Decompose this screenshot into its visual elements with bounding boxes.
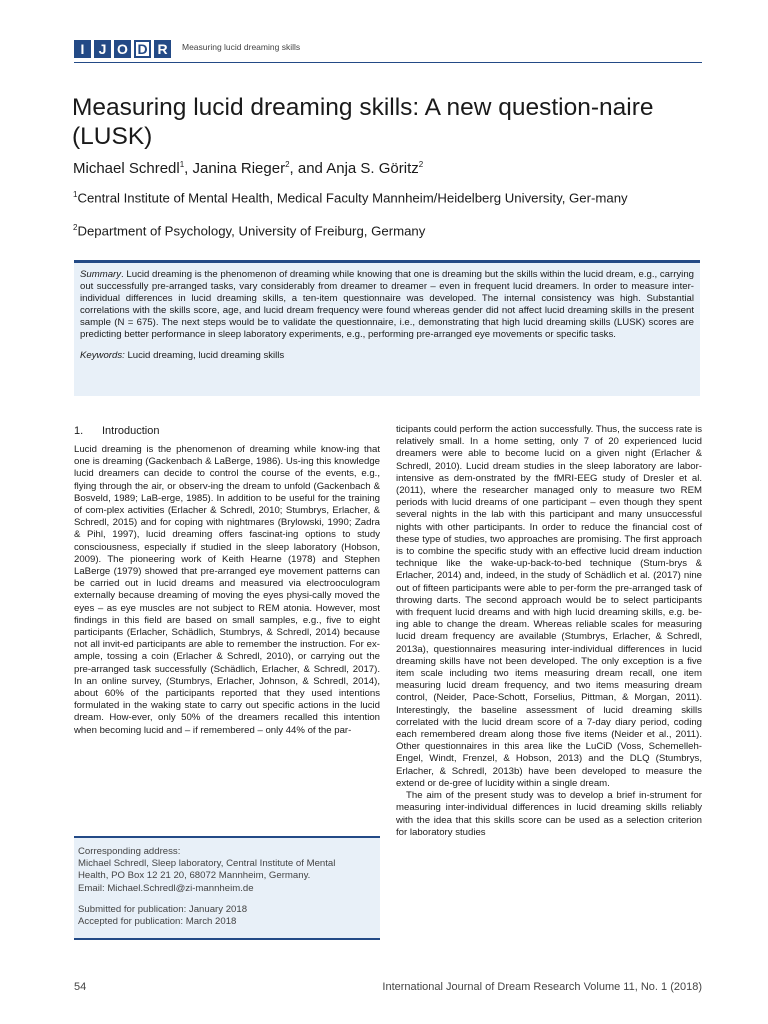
summary-label: Summary [80,269,122,280]
author-name: Anja S. Göritz [326,160,419,177]
left-column [74,444,380,737]
correspondence-address: Health, PO Box 12 21 20, 68072 Mannheim, Germany. [78,870,311,882]
affiliation-1 [73,187,693,206]
accepted-date: Accepted for publication: March 2018 [78,916,237,928]
author-separator: , [184,160,193,177]
author-affil-marker: 1 [179,160,185,169]
spacer [78,895,376,904]
affiliation-2 [73,220,693,239]
running-head: Measuring lucid dreaming skills [182,42,301,52]
journal-logo [74,40,171,58]
author-affil-marker: 2 [285,160,290,169]
author-name: Michael Schredl [73,160,180,177]
summary-box [74,260,700,396]
body-paragraph: The aim of the present study was to develop a brief in-strument for measuring inter-individual differences in lucid dreaming skills reliably with the idea that this skills score can be used as a selection criterion for laboratory studies [396,790,702,838]
affiliation-text: Central Institute of Mental Health, Medical Faculty Mannheim/Heidelberg University, Ger-many [77,190,628,206]
section-title: Introduction [102,425,160,437]
submitted-date: Submitted for publication: January 2018 [78,903,248,915]
author-name: Janina Rieger [192,160,286,177]
correspondence-box [74,836,380,940]
journal-citation: International Journal of Dream Research Volume 11, No. 1 (2018) [382,981,702,993]
correspondence-heading: Corresponding address: [78,846,181,857]
affiliation-number: 1 [73,190,78,199]
author-list [73,160,423,177]
author-separator: , and [289,160,327,177]
header-rule [74,62,702,63]
logo-letter-r: R [154,40,171,58]
correspondence-email: Email: Michael.Schredl@zi-mannheim.de [78,882,254,894]
affiliation-text: Department of Psychology, University of Freiburg, Germany [77,223,426,239]
section-heading [74,425,159,437]
page-number: 54 [74,981,87,993]
keywords-line [80,350,694,362]
logo-letter-d: D [134,40,151,58]
keywords-text: Lucid dreaming, lucid dreaming skills [124,350,285,361]
logo-letter-o: O [114,40,131,58]
intro-paragraph: Lucid dreaming is the phenomenon of dreaming while know-ing that one is dreaming (Gackenbach & LaBerge, 1986). Us-ing this knowledge lucid dreamers can decide to control the course of the events, e.g., flying through the air, or observ-ing the dream to unfold (Gackenbach & Bosveld, 1989; LaB-erge, 1985). In addition to be useful for the training of com-plex activities (Erlacher & Schredl, 2010; Stumbrys, Erlacher, & Schredl, 2015) and for coping with nightmares (Brylowski, 1990; Zadra & Pihl, 1997), lucid dreaming offers fascinat-ing options to study consciousness, especially if studied in the sleep laboratory (Hobson, 2009). The pioneering work of Keith Hearne (1978) and Stephen LaBerge (1979) showed that pre-arranged eye movement patterns can be carried out in lucid dreams and measured via electrooculogram externally because dreaming of moving the eyes physi-cally moved the eyes – as eye muscles are not subject to REM atonia. However, most findings in this field are based on small samples, e.g., five to eight participants (Erlacher, Schädlich, Stumbrys, & Schredl, 2014) because not all invit-ed participants are able to remember the instruction. For ex-ample, tossing a coin (Erlacher & Schredl, 2010), or carrying out the pre-arranged task successfully (Schädlich, Erlacher, & Schredl, 2017). In an online survey, (Stumbrys, Erlacher, Johnson, & Schredl, 2014), about 60% of the participants reported that they used intentions formulated in the waking state to carry out specific actions in the lucid dream. How-ever, only 50% of the dreamers recalled this intention when becoming lucid and – if remembered – only 44% of the par- [74,444,380,736]
paper-title: Measuring lucid dreaming skills: A new question-naire (LUSK) [72,94,654,150]
body-paragraph: ticipants could perform the action successfully. Thus, the success rate is relatively small. In a home setting, only 7 of 20 experienced lucid dreamers were able to become lucid on a given night (Erlacher & Schredl, 2010). Lucid dream studies in the sleep laboratory are labor-intensive as dem-onstrated by the fMRI-EEG study of Dresler et al. (2011), where the researcher managed only to measure two REM periods with lucid dreams of one participant – even though they spent several nights in the lab with this participant and many unsuccessful nights with other participants. In order to reduce the financial cost of these type of studies, two approaches are promising. The first approach is to combine the specific study with an effective lucid dream induction technique like the wake-up-back-to-bed technique (Stum-brys & Erlacher, 2014) and, indeed, in the study of Schädlich et al. (2017) nine out of fifteen participants were able to per-form the pre-arranged task of throwing darts. The second approach would be to select participants with frequent lucid dreams and with high lucid dreaming skills, e.g. be-ing able to change the dream. Whereas reliable scales for measuring lucid dream frequency are available (Stumbrys, Erlacher, & Schredl, 2013a), questionnaires measuring inter-individual differences in lucid dreaming skills have not been developed. The only exception is a five item scale including two items measuring dream recall, one item measuring lucid dream frequency, and two items measuring dream control, (Neider, Pace-Schott, Forselius, Pittman, & Morgan, 2011). Interestingly, the baseline assessment of lucid dreaming skills correlated with the lucid dream score of a 7-day diary period, coding each remembered dream along those five items (Neider et al., 2011). Other questionnaires in this area like the LuCiD (Voss, Schemelleh-Engel, Windt, Frenzel, & Hobson, 2013) and the DLQ (Stumbrys, Erlacher, & Schredl, 2013b) have been developed to measure the extend or de-gree of lucidity within a single dream. [396,424,702,789]
keywords-label: Keywords: [80,350,125,361]
correspondence-address: Michael Schredl, Sleep laboratory, Central Institute of Mental [78,858,336,870]
section-number: 1. [74,425,84,437]
logo-letter-j: J [94,40,111,58]
summary-paragraph [80,269,694,341]
affiliation-number: 2 [73,223,78,232]
summary-text: . Lucid dreaming is the phenomenon of dreaming while knowing that one is dreaming but the skills within the lucid dream, e.g., carrying out successfully pre-arranged tasks, vary considerably from dreamer to dreamer – even in frequent lucid dreamers. In order to measure inter-individual differences in lucid dreaming skills, a ten-item questionnaire was developed. The internal consistency was high. Substantial correlations with the skills score, age, and lucid dream frequency were found whereas gender did not affect lucid dreaming skills in the present sample (N = 675). The next steps would be to validate the questionnaire, i.e., demonstrating that high lucid dreaming skills (LUSK) scores are predicting better performance in sleep laboratory experiments, e.g., performing pre-arranged eye movements or specific tasks. [80,269,694,340]
author-affil-marker: 2 [418,160,424,169]
logo-letter-i: I [74,40,91,58]
right-column [396,424,702,839]
